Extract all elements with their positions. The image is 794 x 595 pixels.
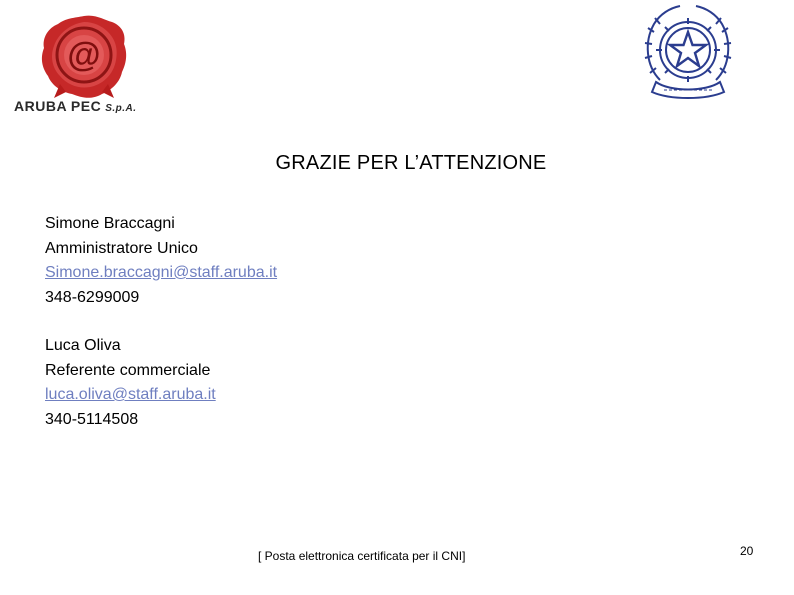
contact-name: Simone Braccagni — [45, 215, 175, 232]
page-number: 20 — [740, 544, 754, 558]
slide-footer: [ Posta elettronica certificata per il CNI] — [258, 549, 466, 563]
contact-role: Referente commerciale — [45, 361, 211, 379]
contact-role: Amministratore Unico — [45, 239, 198, 257]
wax-seal-icon — [38, 12, 130, 100]
contact-card — [45, 334, 216, 432]
aruba-wordmark-text: ARUBA PEC — [14, 98, 102, 114]
aruba-wordmark — [14, 98, 137, 114]
slide-title: GRAZIE PER L’ATTENZIONE — [275, 152, 547, 174]
aruba-pec-logo — [10, 10, 170, 120]
italian-republic-emblem-icon — [640, 2, 736, 102]
contact-phone: 340-5114508 — [45, 410, 139, 428]
contact-card — [45, 212, 277, 310]
contact-email-link[interactable]: luca.oliva@staff.aruba.it — [45, 386, 216, 403]
seal-at-symbol: @ — [67, 36, 101, 74]
aruba-wordmark-suffix: S.p.A. — [105, 103, 137, 114]
contact-phone: 348-6299009 — [45, 288, 140, 306]
contact-email-link[interactable]: Simone.braccagni@staff.aruba.it — [45, 264, 278, 281]
contact-name: Luca Oliva — [45, 337, 121, 354]
